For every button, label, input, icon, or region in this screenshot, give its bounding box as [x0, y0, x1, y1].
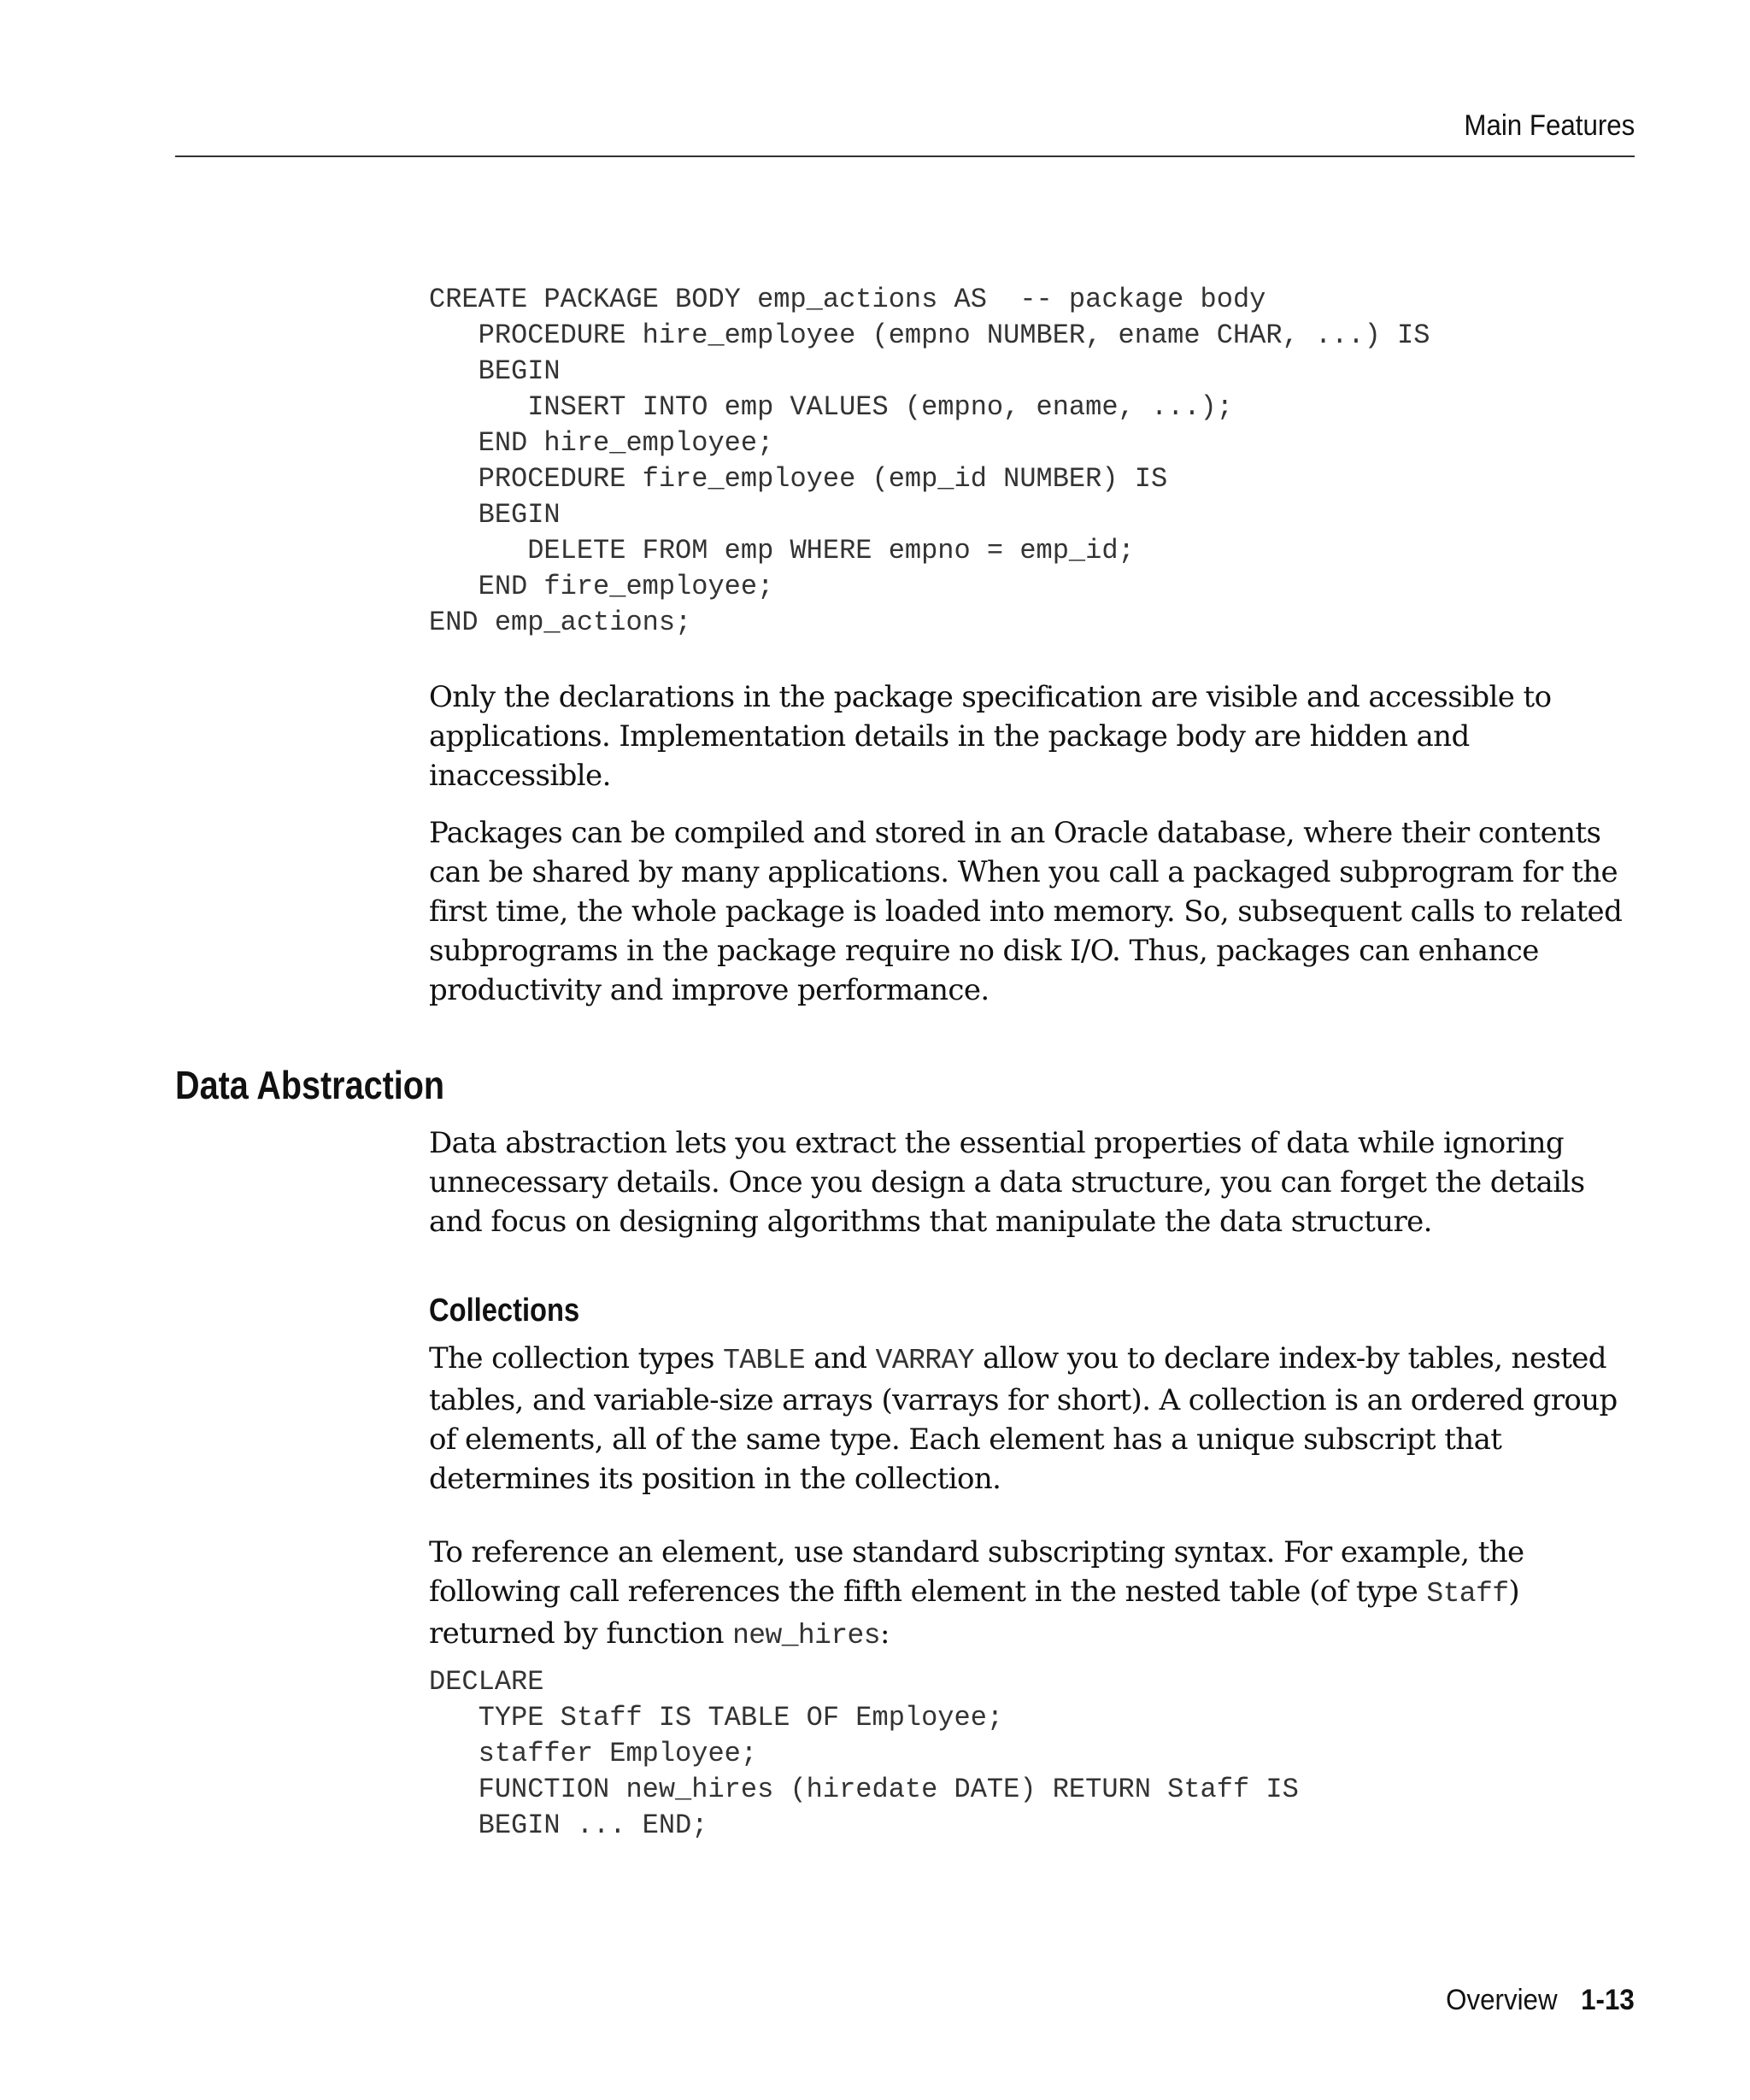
paragraph-collection-types [429, 1339, 1635, 1499]
text-run: : [879, 1616, 890, 1651]
inline-code-varray: VARRAY [875, 1345, 974, 1376]
page-number: 1-13 [1581, 1984, 1635, 2016]
code-line: END emp_actions; [429, 607, 692, 638]
inline-code-table: TABLE [723, 1345, 806, 1376]
text-run: and [805, 1341, 876, 1376]
code-line: DELETE FROM emp WHERE empno = emp_id; [429, 535, 1135, 566]
inline-code-new-hires: new_hires [732, 1620, 880, 1651]
code-block-declare [429, 1664, 1635, 1844]
code-line: BEGIN [429, 499, 561, 531]
subsection-heading-collections: Collections [429, 1293, 580, 1329]
code-line: PROCEDURE fire_employee (emp_id NUMBER) IS [429, 463, 1168, 495]
code-line: END fire_employee; [429, 571, 774, 602]
code-line: DECLARE [429, 1666, 544, 1698]
text-run: ) returned by function [429, 1575, 1520, 1651]
text-run: To reference an element, use standard subscripting syntax. For example, the following call references the fifth element in the nested table (of type [429, 1535, 1524, 1609]
page-footer [1446, 1984, 1635, 2017]
inline-code-staff: Staff [1426, 1578, 1509, 1610]
code-block-package-body [429, 282, 1635, 641]
code-line: END hire_employee; [429, 427, 774, 459]
code-line: staffer Employee; [429, 1738, 758, 1769]
text-run: allow you to declare index-by tables, nested tables, and variable-size arrays (varrays for short). A collection is an ordered group of elements, all of the same type. Each element has a unique subscript that determines its position in the collection. [429, 1341, 1618, 1496]
code-line: FUNCTION new_hires (hiredate DATE) RETURN Staff IS [429, 1774, 1299, 1805]
code-line: CREATE PACKAGE BODY emp_actions AS -- package body [429, 284, 1266, 315]
code-line: BEGIN ... END; [429, 1810, 708, 1841]
paragraph-package-storage: Packages can be compiled and stored in an Oracle database, where their contents can be shared by many applications. When you call a packaged subprogram for the first time, the whole package is loaded into memory. So, subsequent calls to related subprograms in the package require no disk I/O. Thus, packages can enhance productivity and improve performance. [429, 816, 1623, 1007]
code-line: PROCEDURE hire_employee (empno NUMBER, ename CHAR, ...) IS [429, 320, 1430, 351]
code-line: TYPE Staff IS TABLE OF Employee; [429, 1702, 1004, 1733]
footer-chapter: Overview [1446, 1984, 1558, 2016]
running-header-title: Main Features [1464, 109, 1635, 142]
section-heading-data-abstraction: Data Abstraction [175, 1063, 445, 1107]
header-rule [175, 155, 1635, 157]
code-line: INSERT INTO emp VALUES (empno, ename, ...); [429, 391, 1233, 423]
code-line: BEGIN [429, 355, 561, 387]
paragraph-subscripting [429, 1533, 1635, 1656]
text-run: The collection types [429, 1341, 724, 1376]
paragraph-package-visibility: Only the declarations in the package specification are visible and accessible to applications. Implementation details in the package body are hidden and inaccessible. [429, 680, 1552, 793]
paragraph-data-abstraction: Data abstraction lets you extract the essential properties of data while ignoring unnecessary details. Once you design a data structure, you can forget the details and focus on designing algorithms that manipulate the data structure. [429, 1126, 1585, 1239]
